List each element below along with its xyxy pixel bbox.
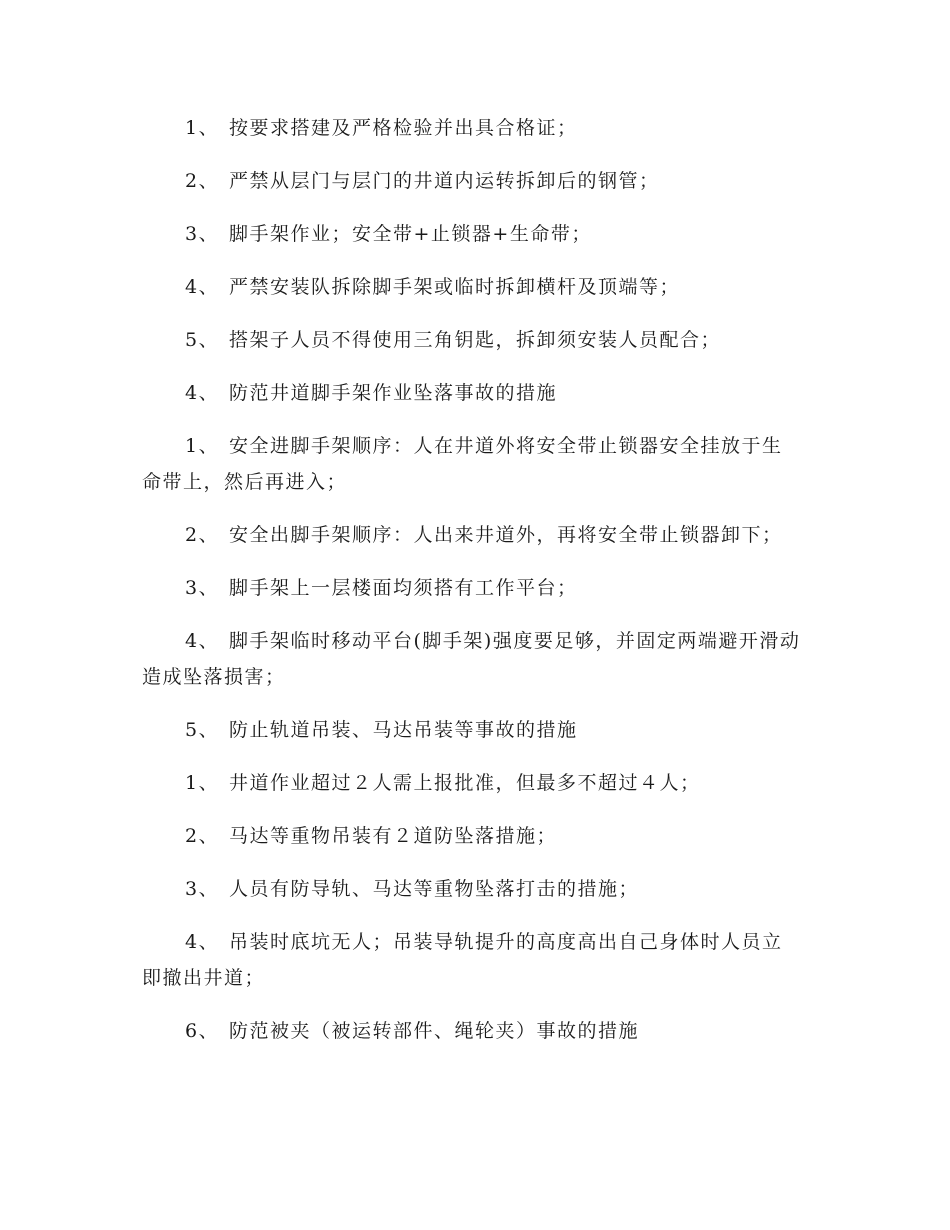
paragraph [142, 517, 802, 553]
paragraph-text: 井道作业超过２人需上报批准，但最多不超过４人； [229, 772, 701, 794]
section-heading-text: 防范井道脚手架作业坠落事故的措施 [229, 382, 558, 404]
paragraph-text: 吊装时底坑无人；吊装导轨提升的高度高出自己身体时人员立即撤出井道； [142, 931, 783, 989]
paragraph [142, 428, 802, 500]
paragraph-text: 严禁安装队拆除脚手架或临时拆卸横杆及顶端等； [229, 276, 681, 298]
paragraph-text: 按要求搭建及严格检验并出具合格证； [229, 117, 578, 139]
paragraph-text: 人员有防导轨、马达等重物坠落打击的措施； [229, 878, 640, 900]
paragraph-text: 安全进脚手架顺序：人在井道外将安全带止锁器安全挂放于生命带上，然后再进入； [142, 435, 783, 493]
paragraph [142, 163, 802, 199]
item-number: 1、 [185, 772, 220, 794]
paragraph-text: 搭架子人员不得使用三角钥匙，拆卸须安装人员配合； [229, 329, 722, 351]
item-number: 4、 [185, 276, 220, 298]
section-number: 4、 [185, 382, 220, 404]
section-heading [142, 712, 802, 748]
paragraph [142, 269, 802, 305]
paragraph [142, 924, 802, 996]
paragraph-text: 脚手架临时移动平台(脚手架)强度要足够，并固定两端避开滑动造成坠落损害； [142, 630, 801, 688]
paragraph [142, 818, 802, 854]
item-number: 2、 [185, 170, 220, 192]
item-number: 1、 [185, 117, 220, 139]
item-number: 5、 [185, 329, 220, 351]
paragraph-text: 马达等重物吊装有２道防坠落措施； [229, 825, 558, 847]
item-number: 2、 [185, 524, 220, 546]
paragraph [142, 765, 802, 801]
section-number: 6、 [185, 1020, 220, 1042]
section-number: 5、 [185, 719, 220, 741]
paragraph [142, 322, 802, 358]
paragraph-text: 严禁从层门与层门的井道内运转拆卸后的钢管； [229, 170, 660, 192]
paragraph [142, 216, 802, 252]
paragraph-text: 脚手架作业；安全带+止锁器+生命带； [229, 223, 592, 245]
section-heading-text: 防范被夹（被运转部件、绳轮夹）事故的措施 [229, 1020, 640, 1042]
paragraph-text: 安全出脚手架顺序：人出来井道外，再将安全带止锁器卸下； [229, 524, 783, 546]
item-number: 2、 [185, 825, 220, 847]
document-body [142, 110, 802, 1066]
paragraph [142, 623, 802, 695]
item-number: 1、 [185, 435, 220, 457]
section-heading [142, 375, 802, 411]
item-number: 4、 [185, 931, 220, 953]
section-heading [142, 1013, 802, 1049]
paragraph [142, 871, 802, 907]
paragraph [142, 110, 802, 146]
section-heading-text: 防止轨道吊装、马达吊装等事故的措施 [229, 719, 578, 741]
item-number: 4、 [185, 630, 220, 652]
paragraph [142, 570, 802, 606]
item-number: 3、 [185, 223, 220, 245]
paragraph-text: 脚手架上一层楼面均须搭有工作平台； [229, 577, 578, 599]
item-number: 3、 [185, 577, 220, 599]
item-number: 3、 [185, 878, 220, 900]
